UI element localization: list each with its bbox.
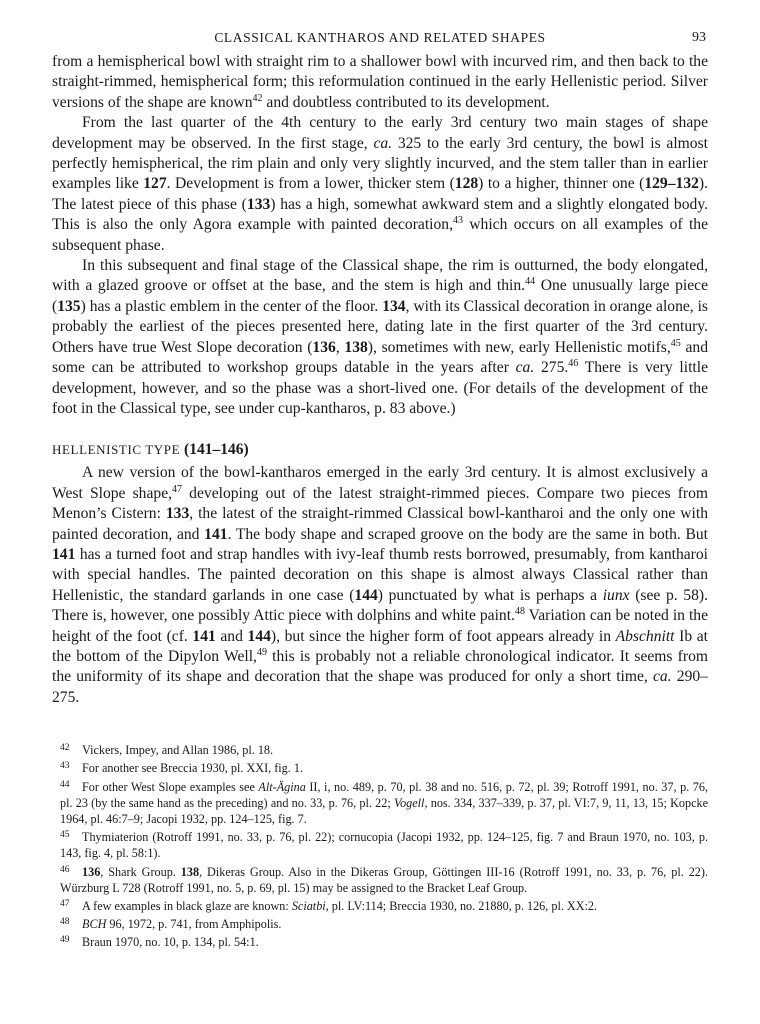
paragraph: From the last quarter of the 4th century to the early 3rd century two main stages of shape development may be observed. In the first stage, ca. 325 to the early 3rd century, the bowl is almost perfectly hemispherical, the rim plain and only very slightly incurved, and the stem taller than in earlier examples like 127. Development is from a lower, thicker stem (128) to a higher, thinner one (129–132). The latest piece of this phase (133) has a high, somewhat awkward stem and a slightly elongated body. This is also the only Agora example with painted decoration,$^{43}$ which occurs on all examples of the subsequent phase. — [52, 114, 709, 254]
footnote: 45 Thymiaterion (Rotroff 1991, no. 33, p. 76, pl. 22); cornucopia (Jacopi 1932, pp. 124–125, fig. 7 and Braun 1970, no. 103, p. 143, fig. 4, pl. 58:1). — [60, 830, 708, 861]
paragraph: from a hemispherical bowl with straight rim to a shallower bowl with incurved rim, and then back to the straight-rimmed, hemispherical form; this reformulation continued in the early Hellenistic period. Silver versions of the shape are known$^{42}$ and doubtless contributed to its development. — [52, 53, 708, 111]
footnote: 44 For other West Slope examples see Alt-Ägina II, i, no. 489, p. 70, pl. 38 and no. 516, p. 72, pl. 39; Rotroff 1991, no. 37, p. 76, pl. 23 (by the same hand as the preceding) and no. 33, p. 76, pl. 22; Vogell, nos. 334, 337–339, p. 37, pl. VI:7, 9, 11, 13, 15; Kopcke 1964, pl. 46:7–9; Jacopi 1932, pp. 124–125, fig. 7. — [60, 779, 708, 826]
page-number: 93 — [692, 30, 706, 45]
running-header — [52, 30, 708, 52]
footnote: 43 For another see Breccia 1930, pl. XXI, fig. 1. — [60, 761, 304, 776]
footnote: 47 A few examples in black glaze are known: Sciatbi, pl. LV:114; Breccia 1930, no. 21880, p. 126, pl. XX:2. — [60, 899, 598, 914]
page — [52, 30, 708, 953]
paragraph: A new version of the bowl-kantharos emerged in the early 3rd century. It is almost exclusively a West Slope shape,$^{47}$ developing out of the latest straight-rimmed pieces. Compare two pieces from Menon’s Cistern: 133, the latest of the straight-rimmed Classical bowl-kantharoi and the only one with painted decoration, and 141. The body shape and scraped groove on the body are the same in both. But 141 has a turned foot and strap handles with ivy-leaf thumb rests borrowed, presumably, from kantharoi with special handles. The painted decoration on this shape is almost always Classical rather than Hellenistic, the standard garlands in one case (144) punctuated by what is perhaps a iunx (see p. 58). There is, however, one possibly Attic piece with dolphins and white paint.$^{48}$ Variation can be noted in the height of the foot (cf. 141 and 144), but since the higher form of foot appears already in Abschnitt Ib at the bottom of the Dipylon Well,$^{49}$ this is probably not a reliable chronological indicator. It seems from the uniformity of its shape and decoration that the shape was produced for only a short time, ca. 290–275. — [52, 464, 709, 706]
main-text — [52, 52, 708, 708]
section-label: HELLENISTIC TYPE — [52, 442, 181, 458]
footnote: 42 Vickers, Impey, and Allan 1986, pl. 18. — [60, 743, 274, 758]
section-range: (141–146) — [184, 441, 249, 459]
footnotes — [52, 742, 708, 950]
running-title: CLASSICAL KANTHAROS AND RELATED SHAPES — [214, 30, 546, 45]
paragraph: In this subsequent and final stage of the Classical shape, the rim is outturned, the body elongated, with a glazed groove or offset at the base, and the stem is high and thin.$^{44}$ One unusually large piece (135) has a plastic emblem in the center of the floor. 134, with its Classical decoration in orange alone, is probably the earliest of the pieces presented here, dating late in the first quarter of the 3rd century. Others have true West Slope decoration (136, 138), sometimes with new, early Hellenistic motifs,$^{45}$ and some can be attributed to workshop groups datable in the years after ca. 275.46 There is very little development, however, and so the phase was a short-lived one. (For details of the development of the foot in the Classical type, see under cup-kantharos, p. 83 above.) — [52, 257, 709, 417]
section-heading — [52, 441, 708, 459]
footnote: 46 136, Shark Group. 138, Dikeras Group. Also in the Dikeras Group, Göttingen III-16 (Rotroff 1991, no. 33, p. 76, pl. 22). Würzburg L 728 (Rotroff 1991, no. 5, p. 69, pl. 15) may be assigned to the Bracket Leaf Group. — [60, 864, 708, 895]
footnote: 48 BCH 96, 1972, p. 741, from Amphipolis. — [60, 917, 282, 932]
footnote: 49 Braun 1970, no. 10, p. 134, pl. 54:1. — [60, 935, 259, 950]
